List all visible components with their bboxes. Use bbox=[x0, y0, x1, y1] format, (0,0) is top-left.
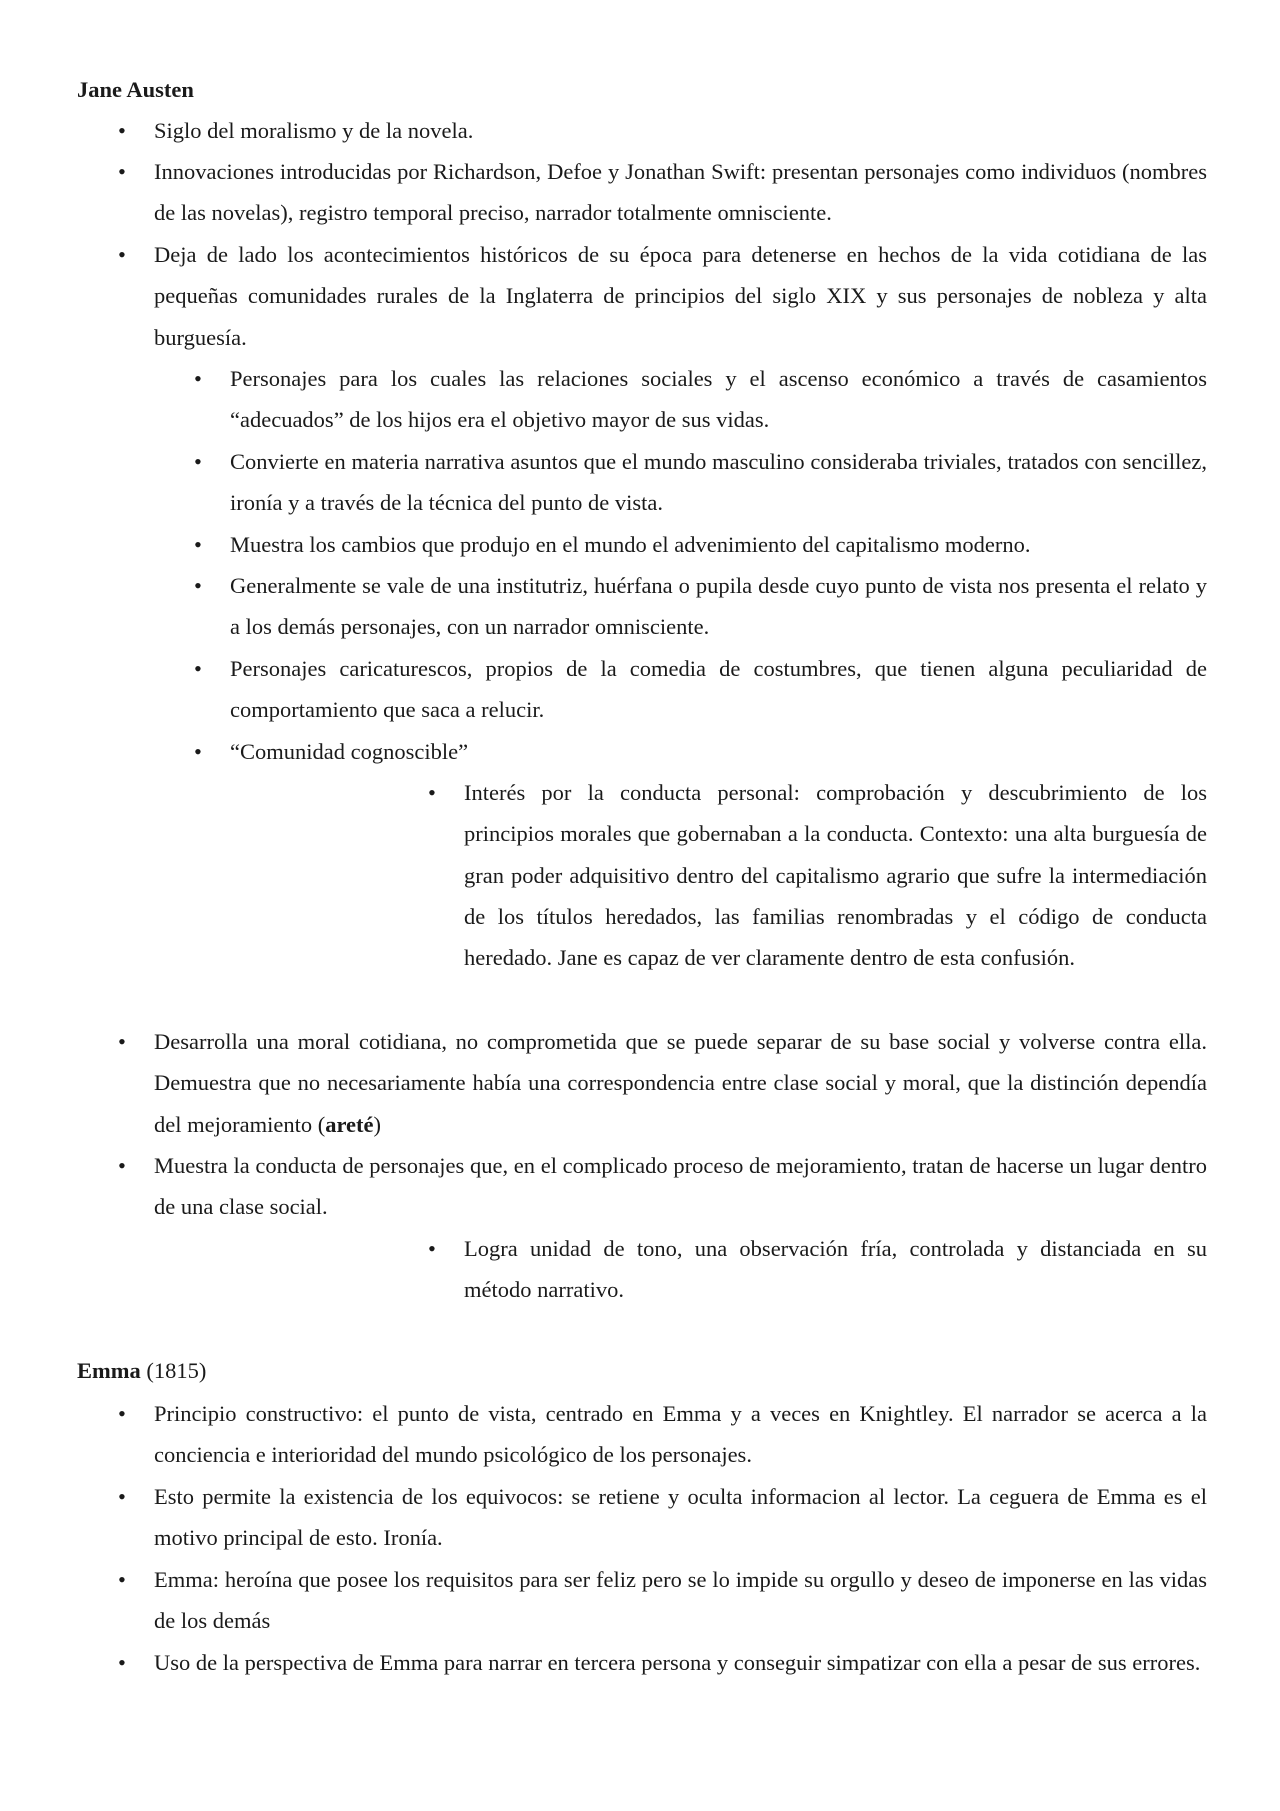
list-item-text: Uso de la perspectiva de Emma para narrar en tercera persona y conseguir simpatizar con ella a pesar de sus errores. bbox=[154, 1650, 1201, 1675]
list-item bbox=[428, 1228, 1207, 1311]
bullet-icon: • bbox=[194, 366, 202, 391]
section-title-jane-austen bbox=[77, 69, 194, 110]
section-title-emma bbox=[77, 1350, 206, 1391]
bullet-icon: • bbox=[118, 1029, 126, 1054]
bullet-icon: • bbox=[118, 1484, 126, 1509]
list-item-text: Personajes caricaturescos, propios de la comedia de costumbres, que tienen alguna peculiaridad de comportamiento que saca a relucir. bbox=[230, 656, 1207, 723]
bullet-icon: • bbox=[194, 532, 202, 557]
list-item bbox=[118, 1393, 1207, 1476]
list-item-text: Muestra los cambios que produjo en el mundo el advenimiento del capitalismo moderno. bbox=[230, 532, 1031, 557]
list-item-text bbox=[154, 1021, 1207, 1145]
list-item-text: Logra unidad de tono, una observación fría, controlada y distanciada en su método narrativo. bbox=[464, 1236, 1207, 1303]
section-title-text: Jane Austen bbox=[77, 77, 194, 102]
list-item-text: Interés por la conducta personal: comprobación y descubrimiento de los principios morales que gobernaban a la conducta. Contexto: una alta burguesía de gran poder adquisitivo dentro del capitalismo agrario que sufre la intermediación de los títulos heredados, las familias renombradas y el código de conducta heredado. Jane es capaz de ver claramente dentro de esta confusión. bbox=[464, 780, 1207, 971]
list-item-text: Convierte en materia narrativa asuntos que el mundo masculino consideraba triviales, tratados con sencillez, ironía y a través de la técnica del punto de vista. bbox=[230, 449, 1207, 516]
list-item bbox=[118, 110, 1207, 151]
list-item bbox=[118, 151, 1207, 234]
list-item bbox=[118, 1559, 1207, 1642]
bullet-icon: • bbox=[194, 573, 202, 598]
list-item bbox=[194, 731, 1207, 772]
list-item bbox=[118, 1642, 1207, 1683]
list-item bbox=[194, 524, 1207, 565]
list-item bbox=[194, 648, 1207, 731]
bullet-icon: • bbox=[118, 1401, 126, 1426]
list-item-text: Personajes para los cuales las relaciones sociales y el ascenso económico a través de casamientos “adecuados” de los hijos era el objetivo mayor de sus vidas. bbox=[230, 366, 1207, 433]
list-item bbox=[194, 565, 1207, 648]
bullet-icon: • bbox=[428, 780, 436, 805]
bullet-icon: • bbox=[118, 1650, 126, 1675]
list-item-text-bold: areté bbox=[325, 1111, 374, 1137]
list-item-text: Siglo del moralismo y de la novela. bbox=[154, 118, 474, 143]
list-item-text: Principio constructivo: el punto de vista, centrado en Emma y a veces en Knightley. El narrador se acerca a la conciencia e interioridad del mundo psicológico de los personajes. bbox=[154, 1401, 1207, 1468]
list-item-text: “Comunidad cognoscible” bbox=[230, 739, 469, 764]
section-title-text: Emma bbox=[77, 1358, 141, 1383]
bullet-icon: • bbox=[118, 1153, 126, 1178]
list-item bbox=[194, 358, 1207, 441]
bullet-icon: • bbox=[194, 739, 202, 764]
section-title-year: (1815) bbox=[140, 1358, 207, 1383]
bullet-icon: • bbox=[194, 449, 202, 474]
bullet-icon: • bbox=[118, 1567, 126, 1592]
bullet-icon: • bbox=[118, 118, 126, 143]
bullet-icon: • bbox=[118, 242, 126, 267]
list-item-text: Innovaciones introducidas por Richardson, Defoe y Jonathan Swift: presentan personajes como individuos (nombres de las novelas), registro temporal preciso, narrador totalmente omnisciente. bbox=[154, 159, 1207, 226]
list-item-text: Deja de lado los acontecimientos históricos de su época para detenerse en hechos de la vida cotidiana de las pequeñas comunidades rurales de la Inglaterra de principios del siglo XIX y sus personajes de nobleza y alta burguesía. bbox=[154, 242, 1207, 350]
list-item-text: Generalmente se vale de una institutriz, huérfana o pupila desde cuyo punto de vista nos presenta el relato y a los demás personajes, con un narrador omnisciente. bbox=[230, 573, 1207, 640]
list-item bbox=[194, 441, 1207, 524]
bullet-icon: • bbox=[194, 656, 202, 681]
list-item bbox=[118, 234, 1207, 358]
list-item-text-end: ) bbox=[373, 1111, 381, 1137]
list-item-text-main: Desarrolla una moral cotidiana, no comprometida que se puede separar de su base social y volverse contra ella. Demuestra que no necesariamente había una correspondencia entre clase social y moral, que la distinción dependía del mejoramiento ( bbox=[154, 1029, 1207, 1137]
list-item bbox=[428, 772, 1207, 978]
list-item bbox=[118, 1145, 1207, 1228]
bullet-icon: • bbox=[118, 159, 126, 184]
bullet-icon: • bbox=[428, 1236, 436, 1261]
list-item bbox=[118, 1021, 1207, 1145]
list-item-text: Muestra la conducta de personajes que, en el complicado proceso de mejoramiento, tratan de hacerse un lugar dentro de una clase social. bbox=[154, 1153, 1207, 1220]
list-item bbox=[118, 1476, 1207, 1559]
list-item-text: Esto permite la existencia de los equivocos: se retiene y oculta informacion al lector. La ceguera de Emma es el motivo principal de esto. Ironía. bbox=[154, 1484, 1207, 1551]
list-item-text: Emma: heroína que posee los requisitos para ser feliz pero se lo impide su orgullo y deseo de imponerse en las vidas de los demás bbox=[154, 1567, 1207, 1634]
